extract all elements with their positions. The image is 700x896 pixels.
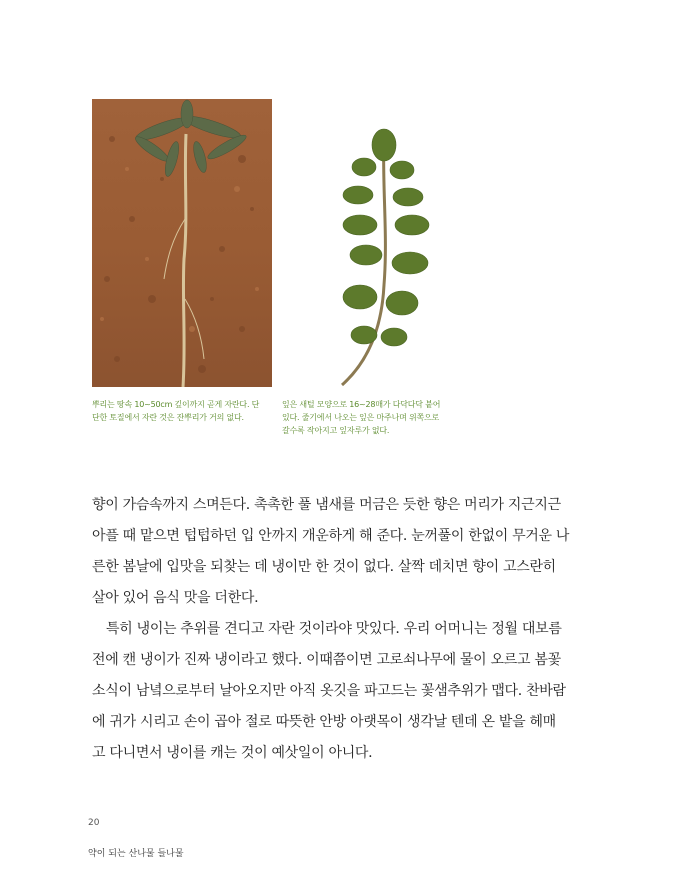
leaf-photo-caption <box>282 398 472 437</box>
root-photo <box>92 99 272 387</box>
caption-line: 뿌리는 땅속 10~50cm 깊이까지 곧게 자란다. 단 <box>92 400 260 409</box>
body-line: 소식이 남녘으로부터 날아오지만 아직 옷깃을 파고드는 꽃샘추위가 맵다. 찬바람 <box>92 683 566 699</box>
body-line: 전에 캔 냉이가 진짜 냉이라고 했다. 이때쯤이면 고로쇠나무에 물이 오르고 봄꽃 <box>92 652 561 668</box>
leaf-photo <box>322 125 462 390</box>
caption-line: 있다. 줄기에서 나오는 잎은 마주나며 위쪽으로 <box>282 413 440 422</box>
body-line: 고 다니면서 냉이를 캐는 것이 예삿일이 아니다. <box>92 745 373 761</box>
caption-line: 단한 토질에서 자란 것은 잔뿌리가 거의 없다. <box>92 413 244 422</box>
body-line: 특히 냉이는 추위를 견디고 자란 것이라야 맛있다. 우리 어머니는 정월 대보름 <box>106 621 562 637</box>
body-text <box>92 490 612 769</box>
body-line: 살아 있어 음식 맛을 더한다. <box>92 590 259 606</box>
caption-line: 잎은 새털 모양으로 16~28매가 다닥다닥 붙어 <box>282 400 441 409</box>
book-title: 약이 되는 산나물 들나물 <box>88 849 184 859</box>
page-number: 20 <box>88 818 100 828</box>
caption-line: 갈수록 작아지고 잎자루가 없다. <box>282 426 390 435</box>
body-line: 향이 가슴속까지 스며든다. 촉촉한 풀 냄새를 머금은 듯한 향은 머리가 지근지근 <box>92 497 561 513</box>
body-line: 아플 때 맡으면 텁텁하던 입 안까지 개운하게 해 준다. 눈꺼풀이 한없이 무거운 나 <box>92 528 570 544</box>
body-line: 른한 봄날에 입맛을 되찾는 데 냉이만 한 것이 없다. 살짝 데치면 향이 고스란히 <box>92 559 556 575</box>
root-photo-caption <box>92 398 276 424</box>
body-line: 에 귀가 시리고 손이 곱아 절로 따뜻한 안방 아랫목이 생각날 텐데 온 밭을 헤매 <box>92 714 556 730</box>
